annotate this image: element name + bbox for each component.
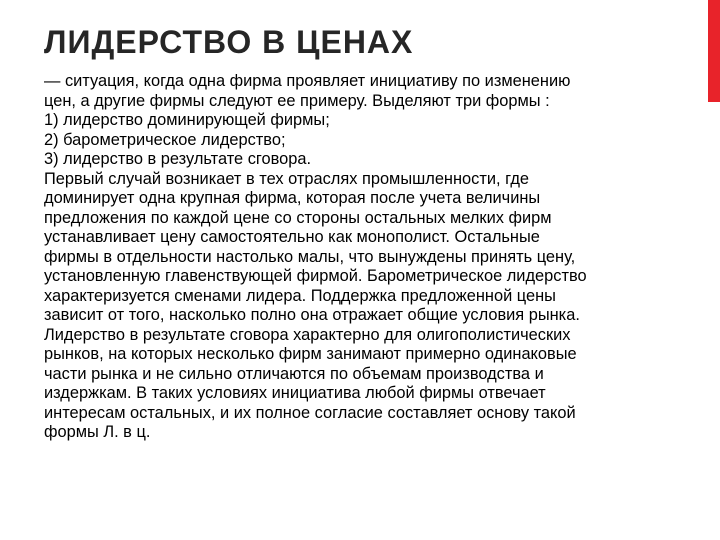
slide-title: ЛИДЕРСТВО В ЦЕНАХ xyxy=(44,24,414,60)
body-line-3: 1) лидерство доминирующей фирмы; xyxy=(44,111,330,129)
accent-bar xyxy=(708,0,720,102)
body-line-12: характеризуется сменами лидера. Поддержка предложенной цены xyxy=(44,286,556,305)
body-line-7: доминирует одна крупная фирма, которая после учета величины xyxy=(44,189,541,207)
body-line-17: издержкам. В таких условиях инициатива любой фирмы отвечает xyxy=(44,384,546,402)
body-line-5: 3) лидерство в результате сговора. xyxy=(44,150,312,168)
body-line-19: формы Л. в ц. xyxy=(44,423,151,441)
body-line-16: части рынка и не сильно отличаются по объемам производства и xyxy=(44,364,544,383)
body-line-11: установленную главенствующей фирмой. Барометрическое лидерство xyxy=(44,267,587,285)
body-line-8: предложения по каждой цене со стороны остальных мелких фирм xyxy=(44,208,552,227)
body-line-15: рынков, на которых несколько фирм занимают примерно одинаковые xyxy=(44,345,577,363)
body-line-1: — ситуация, когда одна фирма проявляет инициативу по изменению xyxy=(44,72,571,90)
body-line-4: 2) барометрическое лидерство; xyxy=(44,130,286,149)
body-line-13: зависит от того, насколько полно она отражает общие условия рынка. xyxy=(44,306,580,324)
slide-body xyxy=(44,72,694,443)
body-line-6: Первый случай возникает в тех отраслях промышленности, где xyxy=(44,169,530,188)
body-line-2: цен, а другие фирмы следуют ее примеру. Выделяют три формы : xyxy=(44,91,550,110)
body-line-9: устанавливает цену самостоятельно как монополист. Остальные xyxy=(44,228,540,246)
body-line-14: Лидерство в результате сговора характерно для олигополистических xyxy=(44,325,571,344)
body-line-18: интересам остальных, и их полное согласие составляет основу такой xyxy=(44,403,576,422)
body-line-10: фирмы в отдельности настолько малы, что вынуждены принять цену, xyxy=(44,247,576,266)
